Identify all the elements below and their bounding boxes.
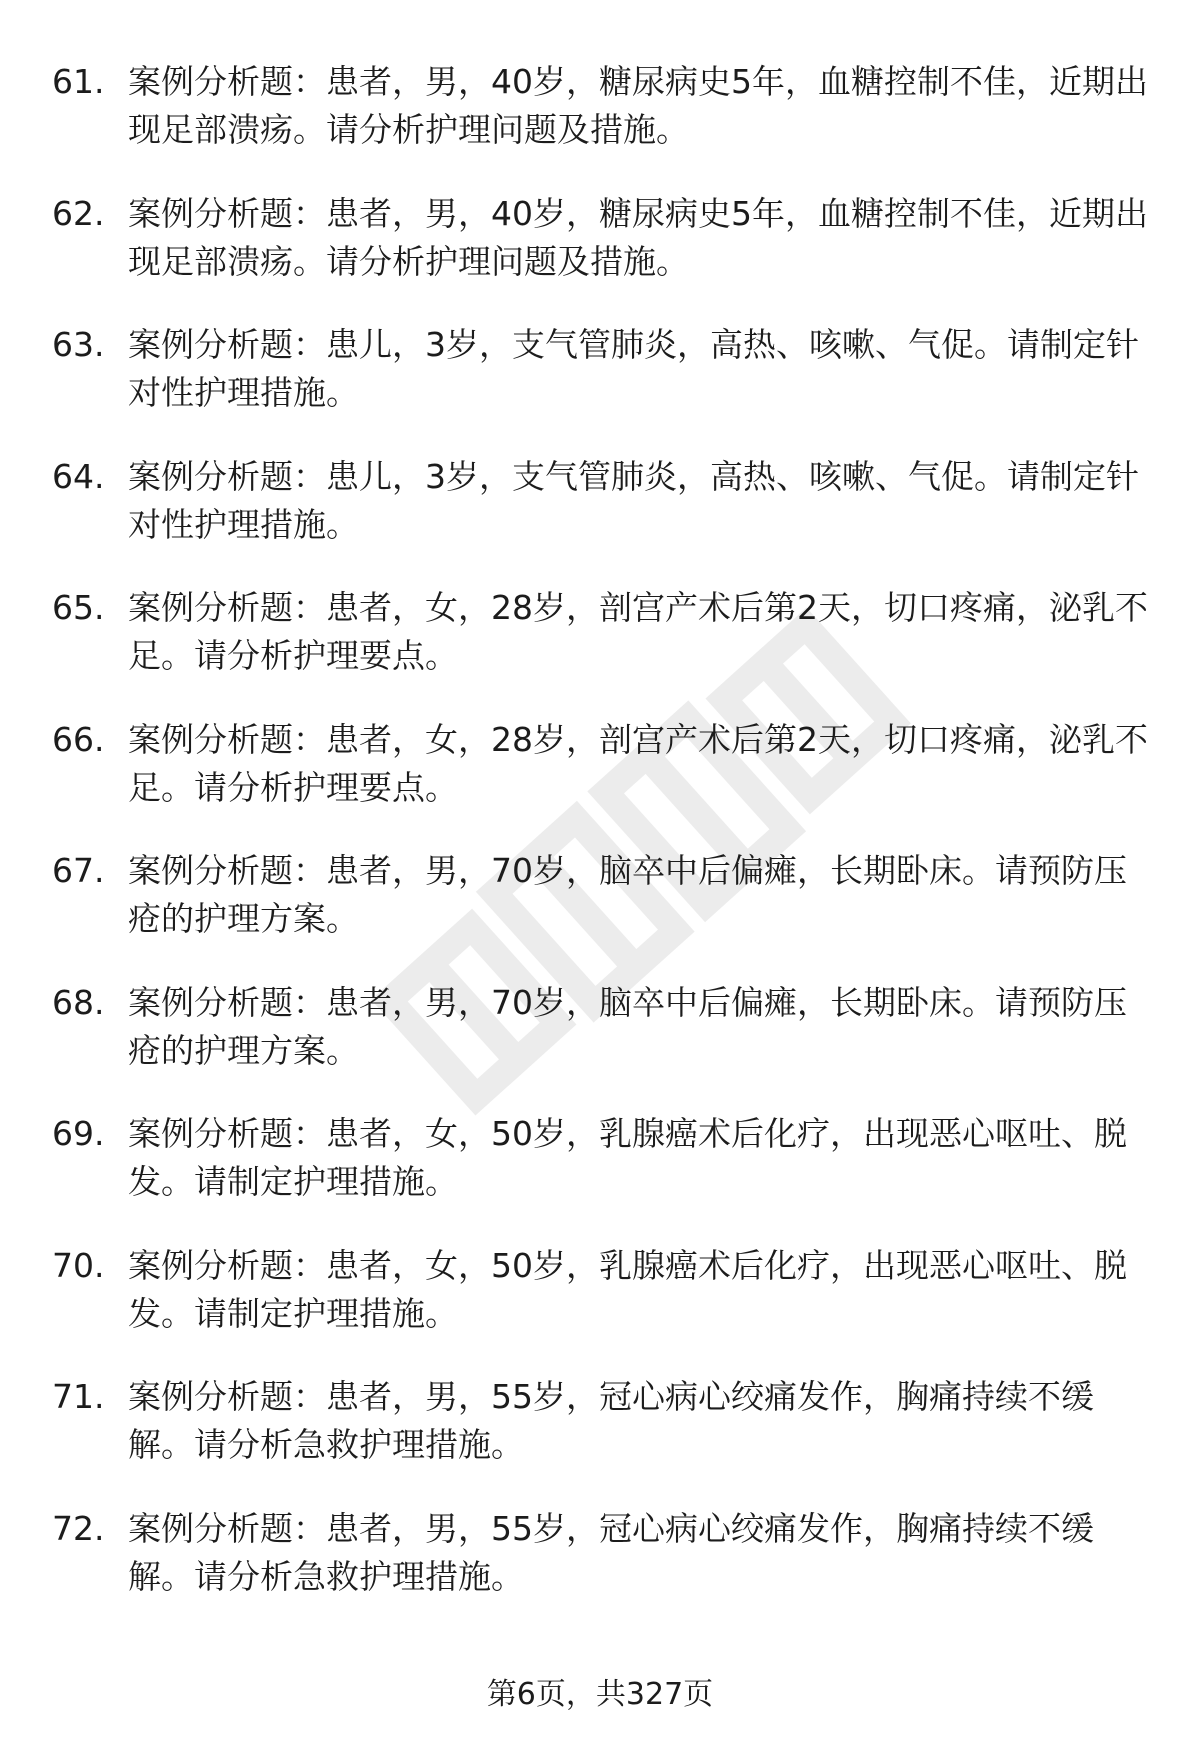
question-item <box>0 321 1200 453</box>
question-number: 67. <box>52 851 105 890</box>
question-text: 案例分析题：患者，女，28岁，剖宫产术后第2天，切口疼痛，泌乳不足。请分析护理要点。 <box>128 588 1148 675</box>
question-number: 63. <box>52 325 105 364</box>
question-item <box>0 847 1200 979</box>
question-text: 案例分析题：患者，女，50岁，乳腺癌术后化疗，出现恶心呕吐、脱发。请制定护理措施。 <box>128 1245 1127 1333</box>
question-item <box>0 979 1200 1111</box>
question-number: 70. <box>52 1245 105 1285</box>
question-text: 案例分析题：患儿，3岁，支气管肺炎，高热、咳嗽、气促。请制定针对性护理措施。 <box>128 456 1139 544</box>
question-list <box>0 58 1200 1636</box>
question-number: 72. <box>52 1508 105 1548</box>
question-text: 案例分析题：患者，男，55岁，冠心病心绞痛发作，胸痛持续不缓解。请分析急救护理措施。 <box>128 1508 1094 1596</box>
question-number: 65. <box>52 588 105 627</box>
question-text: 案例分析题：患儿，3岁，支气管肺炎，高热、咳嗽、气促。请制定针对性护理措施。 <box>128 325 1139 412</box>
page-indicator: 第6页，共327页 <box>486 1677 714 1712</box>
question-text: 案例分析题：患者，男，70岁，脑卒中后偏瘫，长期卧床。请预防压疮的护理方案。 <box>128 851 1127 938</box>
question-item <box>0 716 1200 848</box>
question-item <box>0 584 1200 716</box>
question-number: 68. <box>52 982 105 1022</box>
question-text: 案例分析题：患者，女，50岁，乳腺癌术后化疗，出现恶心呕吐、脱发。请制定护理措施。 <box>128 1114 1127 1201</box>
question-number: 66. <box>52 719 105 759</box>
question-item <box>0 1505 1200 1637</box>
question-item <box>0 190 1200 322</box>
question-item <box>0 58 1200 190</box>
question-item <box>0 1373 1200 1505</box>
question-item <box>0 453 1200 585</box>
question-number: 62. <box>52 193 105 233</box>
question-number: 69. <box>52 1114 105 1153</box>
question-text: 案例分析题：患者，男，70岁，脑卒中后偏瘫，长期卧床。请预防压疮的护理方案。 <box>128 982 1127 1070</box>
question-item <box>0 1110 1200 1242</box>
question-number: 64. <box>52 456 105 496</box>
question-item <box>0 1242 1200 1374</box>
question-text: 案例分析题：患者，女，28岁，剖宫产术后第2天，切口疼痛，泌乳不足。请分析护理要点。 <box>128 719 1148 807</box>
question-text: 案例分析题：患者，男，40岁，糖尿病史5年，血糖控制不佳，近期出现足部溃疡。请分析护理问题及措施。 <box>128 193 1148 281</box>
question-text: 案例分析题：患者，男，55岁，冠心病心绞痛发作，胸痛持续不缓解。请分析急救护理措施。 <box>128 1377 1094 1464</box>
question-number: 61. <box>52 62 105 101</box>
question-number: 71. <box>52 1377 105 1416</box>
question-text: 案例分析题：患者，男，40岁，糖尿病史5年，血糖控制不佳，近期出现足部溃疡。请分析护理问题及措施。 <box>128 62 1148 149</box>
